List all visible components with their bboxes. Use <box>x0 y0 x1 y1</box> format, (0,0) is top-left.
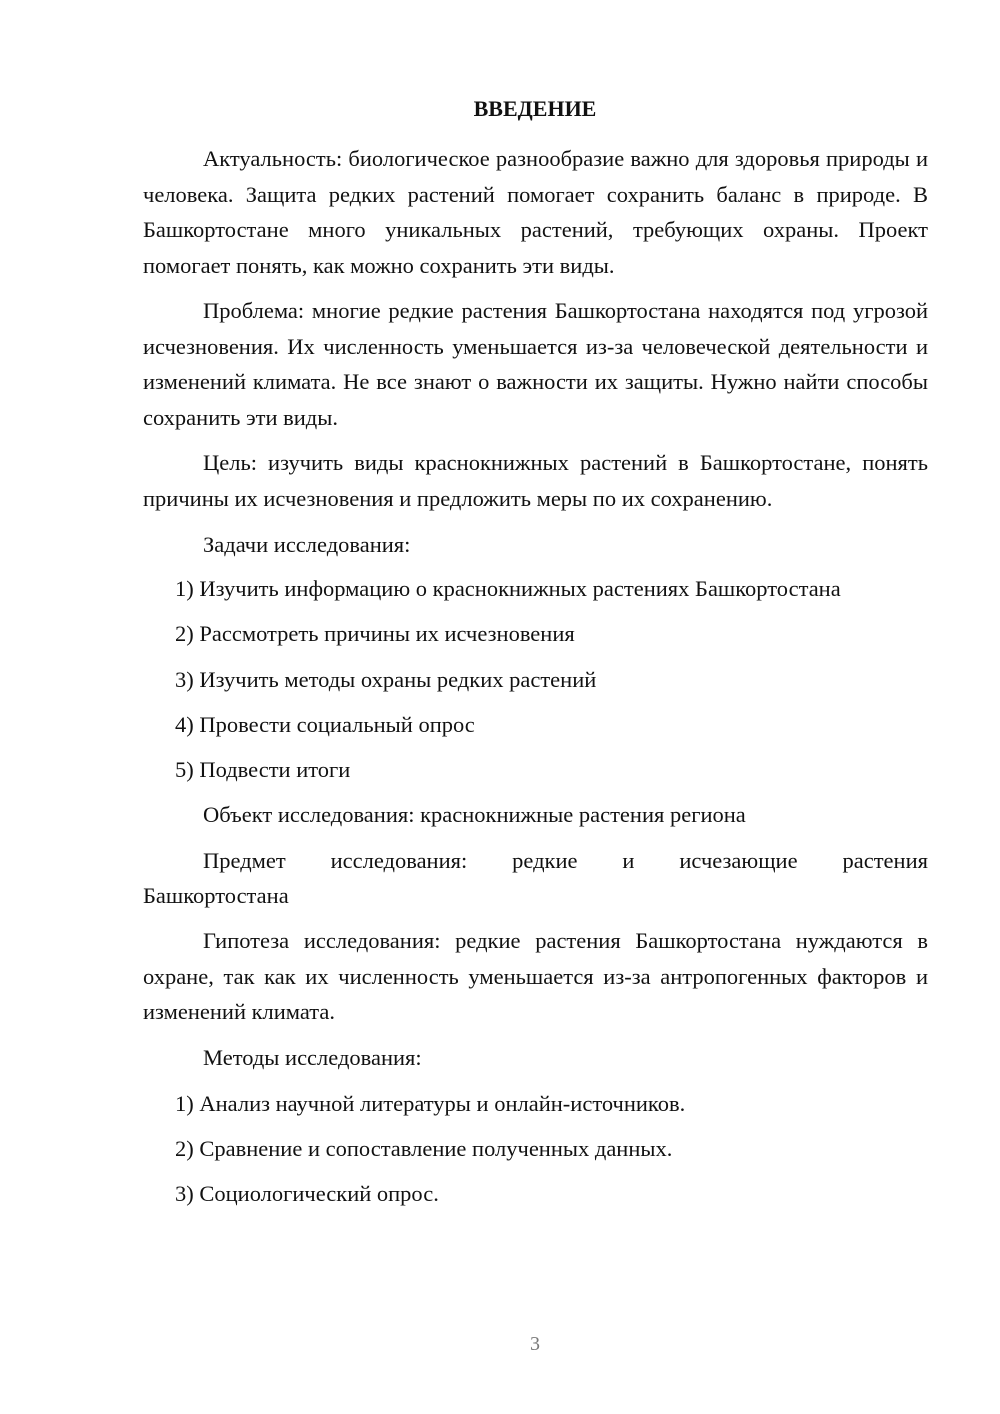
page-number: 3 <box>530 1333 540 1355</box>
task-item: 2) Рассмотреть причины их исчезновения <box>175 621 575 646</box>
task-item: 5) Подвести итоги <box>175 757 351 782</box>
methods-label: Методы исследования: <box>203 1045 422 1070</box>
task-item: 4) Провести социальный опрос <box>175 712 475 737</box>
method-item: 1) Анализ научной литературы и онлайн-источников. <box>175 1091 686 1116</box>
subject-word: исчезающие <box>679 848 798 873</box>
object-paragraph: Объект исследования: краснокнижные растения региона <box>203 802 746 827</box>
subject-word: редкие <box>512 848 578 873</box>
tasks-label: Задачи исследования: <box>203 532 411 557</box>
subject-word: Предмет <box>203 848 286 873</box>
subject-paragraph <box>203 843 928 879</box>
section-title: ВВЕДЕНИЕ <box>473 96 597 121</box>
subject-paragraph-tail: Башкортостана <box>143 883 289 908</box>
subject-word: исследования: <box>330 848 468 873</box>
problem-paragraph: Проблема: многие редкие растения Башкортостана находятся под угрозой исчезновения. Их численность уменьшается из-за человеческой деятельности и изменений климата. Не все знают о важности их защиты. Нужно найти способы сохранить эти виды. <box>143 298 928 430</box>
method-item: 3) Социологический опрос. <box>175 1181 439 1206</box>
subject-word: и <box>622 848 635 873</box>
goal-paragraph: Цель: изучить виды краснокнижных растений в Башкортостане, понять причины их исчезновения и предложить меры по их сохранению. <box>143 450 928 511</box>
hypothesis-paragraph: Гипотеза исследования: редкие растения Башкортостана нуждаются в охране, так как их численность уменьшается из-за антропогенных факторов и изменений климата. <box>143 928 928 1024</box>
subject-word: растения <box>842 848 928 873</box>
relevance-paragraph: Актуальность: биологическое разнообразие важно для здоровья природы и человека. Защита редких растений помогает сохранить баланс в природе. В Башкортостане много уникальных растений, требующих охраны. Проект помогает понять, как можно сохранить эти виды. <box>143 146 928 278</box>
task-item: 3) Изучить методы охраны редких растений <box>175 667 597 692</box>
task-item: 1) Изучить информацию о краснокнижных растениях Башкортостана <box>175 576 841 601</box>
method-item: 2) Сравнение и сопоставление полученных данных. <box>175 1136 673 1161</box>
